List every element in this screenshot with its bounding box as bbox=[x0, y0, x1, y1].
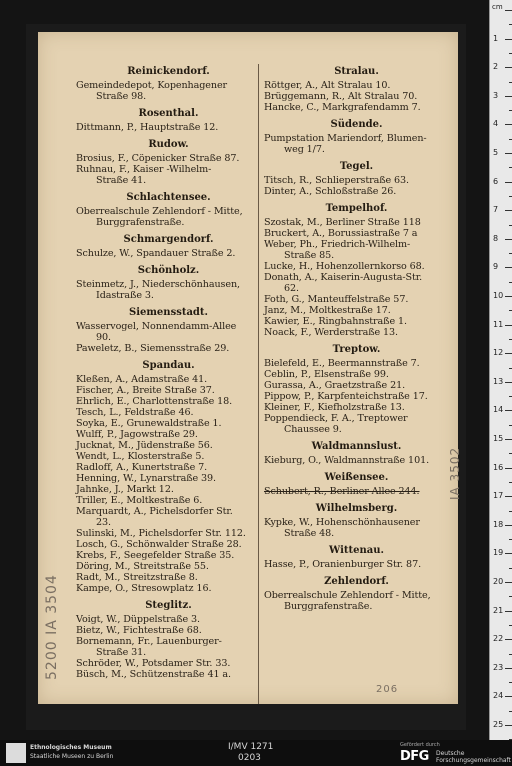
entry-line: Pumpstation Mariendorf, Blumen- bbox=[264, 133, 427, 144]
address-entry bbox=[76, 153, 261, 164]
ruler-tick bbox=[505, 582, 512, 583]
section-title: Schmargendorf. bbox=[123, 234, 214, 245]
ruler-number: 24 bbox=[493, 691, 504, 701]
address-entry bbox=[264, 380, 449, 391]
section-title: Stralau. bbox=[334, 66, 379, 77]
entry-continuation: Straße 98. bbox=[96, 91, 147, 102]
address-entry bbox=[264, 261, 449, 272]
funded-by-label: Gefördert durch bbox=[400, 742, 440, 748]
ruler-tick bbox=[505, 96, 512, 97]
ruler-number: 11 bbox=[493, 319, 504, 329]
entry-continuation: Straße 31. bbox=[96, 647, 147, 658]
dfg-name-line2: Forschungsgemeinschaft bbox=[436, 757, 511, 764]
entry-line: Fischer, A., Breite Straße 37. bbox=[76, 385, 215, 396]
dfg-name-line1: Deutsche bbox=[436, 750, 465, 757]
address-entry bbox=[76, 343, 261, 354]
section-title: Tegel. bbox=[339, 161, 374, 172]
ruler-number: 18 bbox=[493, 519, 504, 529]
entry-line: Paweletz, B., Siemensstraße 29. bbox=[76, 343, 230, 354]
scan-page-number: 0203 bbox=[238, 753, 261, 763]
section-title: Siemensstadt. bbox=[128, 307, 209, 318]
ruler-number: 2 bbox=[493, 62, 499, 72]
address-entry bbox=[264, 186, 449, 197]
entry-line: Henning, W., Lynarstraße 39. bbox=[76, 473, 217, 484]
ruler-number: 25 bbox=[493, 720, 504, 729]
ruler-number: 9 bbox=[493, 262, 499, 272]
address-entry bbox=[76, 374, 261, 385]
address-entry bbox=[264, 272, 449, 294]
address-entry bbox=[264, 294, 449, 305]
section-title: Reinickendorf. bbox=[127, 66, 210, 77]
address-entry bbox=[264, 559, 449, 570]
ruler-tick bbox=[505, 10, 512, 11]
entry-line: Oberrealschule Zehlendorf - Mitte, bbox=[76, 206, 243, 217]
section-title: Rosenthal. bbox=[138, 108, 199, 119]
ruler-number: 5 bbox=[493, 148, 499, 157]
entry-line: Titsch, R., Schlieperstraße 63. bbox=[264, 175, 409, 186]
ruler-tick bbox=[505, 267, 512, 268]
museum-logo-icon bbox=[6, 743, 26, 763]
address-entry bbox=[76, 528, 261, 539]
ruler-tick bbox=[505, 296, 512, 297]
entry-line: Bielefeld, E., Beermannstraße 7. bbox=[264, 358, 420, 369]
address-entry bbox=[76, 462, 261, 473]
entry-line: Marquardt, A., Pichelsdorfer Str. bbox=[76, 506, 233, 517]
entry-line: Döring, M., Streitstraße 55. bbox=[76, 561, 209, 572]
address-entry bbox=[264, 391, 449, 402]
entry-line: Hancke, C., Markgrafendamm 7. bbox=[264, 102, 421, 113]
ruler-number: 22 bbox=[493, 634, 504, 644]
address-entry bbox=[76, 396, 261, 407]
ruler-unit-label: cm bbox=[492, 3, 503, 11]
address-entry bbox=[264, 517, 449, 539]
address-entry bbox=[264, 413, 449, 435]
address-entry bbox=[76, 407, 261, 418]
address-entry bbox=[76, 385, 261, 396]
entry-line: Schubert, R., Berliner Allee 244. bbox=[264, 486, 420, 497]
address-entry bbox=[76, 669, 261, 680]
ruler-number: 10 bbox=[493, 291, 504, 300]
section-title: Weißensee. bbox=[324, 472, 389, 483]
section-title: Steglitz. bbox=[145, 600, 192, 611]
handwritten-margin-note-right: IA 3502 bbox=[448, 446, 462, 500]
entry-line: Noack, F., Werderstraße 13. bbox=[264, 327, 399, 338]
entry-line: Ehrlich, E., Charlottenstraße 18. bbox=[76, 396, 233, 407]
entry-continuation: Idastraße 3. bbox=[96, 290, 154, 301]
entry-line: Brüggemann, R., Alt Stralau 70. bbox=[264, 91, 418, 102]
entry-line: Hasse, P., Oranienburger Str. 87. bbox=[264, 559, 422, 570]
entry-continuation: Burggrafenstraße. bbox=[284, 601, 373, 612]
entry-line: Steinmetz, J., Niederschönhausen, bbox=[76, 279, 240, 290]
section-title: Waldmannslust. bbox=[311, 441, 402, 452]
ruler-number: 15 bbox=[493, 434, 504, 443]
entry-line: Kleßen, A., Adamstraße 41. bbox=[76, 374, 208, 385]
entry-line: Radt, M., Streitzstraße 8. bbox=[76, 572, 198, 583]
section-title: Schlachtensee. bbox=[126, 192, 211, 203]
address-entry bbox=[76, 636, 261, 658]
entry-line: Foth, G., Manteuffelstraße 57. bbox=[264, 294, 409, 305]
ruler-tick bbox=[505, 525, 512, 526]
address-entry bbox=[264, 327, 449, 338]
address-entry bbox=[76, 550, 261, 561]
measurement-ruler bbox=[489, 0, 512, 740]
address-entry bbox=[264, 91, 449, 102]
entry-line: Kampe, O., Stresowplatz 16. bbox=[76, 583, 212, 594]
entry-line: Bruckert, A., Borussiastraße 7 a bbox=[264, 228, 418, 239]
right-column bbox=[264, 66, 449, 612]
entry-line: Poppendieck, F. A., Treptower bbox=[264, 413, 408, 424]
ruler-tick bbox=[505, 325, 512, 326]
ruler-number: 7 bbox=[493, 205, 499, 215]
entry-line: Donath, A., Kaiserin-Augusta-Str. bbox=[264, 272, 423, 283]
entry-line: Brosius, F., Cöpenicker Straße 87. bbox=[76, 153, 240, 164]
address-entry bbox=[76, 614, 261, 625]
section-title: Schönholz. bbox=[137, 265, 200, 276]
entry-line: Kleiner, F., Kiefholzstraße 13. bbox=[264, 402, 405, 413]
entry-line: Soyka, E., Grunewaldstraße 1. bbox=[76, 418, 222, 429]
address-entry bbox=[264, 402, 449, 413]
section-title: Rudow. bbox=[148, 139, 189, 150]
ruler-tick bbox=[505, 382, 512, 383]
address-entry bbox=[76, 473, 261, 484]
address-entry bbox=[76, 539, 261, 550]
section-title: Wittenau. bbox=[329, 545, 384, 556]
entry-line: Voigt, W., Düppelstraße 3. bbox=[76, 614, 200, 625]
entry-line: Wendt, L., Klosterstraße 5. bbox=[76, 451, 205, 462]
museum-name: Ethnologisches Museum bbox=[30, 744, 112, 751]
address-entry bbox=[264, 358, 449, 369]
ruler-number: 20 bbox=[493, 577, 504, 586]
address-entry bbox=[76, 418, 261, 429]
section-title: Spandau. bbox=[142, 360, 195, 371]
entry-line: Jahnke, J., Markt 12. bbox=[76, 484, 174, 495]
address-entry bbox=[76, 625, 261, 636]
address-entry bbox=[264, 228, 449, 239]
left-column bbox=[76, 66, 261, 680]
address-entry bbox=[264, 239, 449, 261]
entry-line: Pippow, P., Karpfenteichstraße 17. bbox=[264, 391, 428, 402]
entry-line: Ruhnau, F., Kaiser -Wilhelm- bbox=[76, 164, 212, 175]
ruler-tick bbox=[505, 67, 512, 68]
section-title: Zehlendorf. bbox=[324, 576, 389, 587]
entry-line: Bornemann, Fr., Lauenburger- bbox=[76, 636, 222, 647]
ruler-number: 16 bbox=[493, 462, 504, 472]
address-entry bbox=[76, 321, 261, 343]
ruler-tick bbox=[505, 124, 512, 125]
ruler-tick bbox=[505, 468, 512, 469]
entry-line: Triller, E., Moltkestraße 6. bbox=[76, 495, 203, 506]
entry-line: Wasservogel, Nonnendamm-Allee bbox=[76, 321, 237, 332]
ruler-number: 1 bbox=[493, 33, 499, 43]
handwritten-margin-note-left: 5200 IA 3504 bbox=[44, 574, 60, 680]
entry-line: Lucke, H., Hohenzollernkorso 68. bbox=[264, 261, 425, 272]
entry-continuation: 90. bbox=[96, 332, 111, 343]
entry-continuation: 23. bbox=[96, 517, 111, 528]
entry-continuation: Chaussee 9. bbox=[284, 424, 342, 435]
address-entry bbox=[76, 206, 261, 228]
address-entry bbox=[76, 122, 261, 133]
entry-continuation: Straße 41. bbox=[96, 175, 147, 186]
address-entry bbox=[76, 440, 261, 451]
address-entry bbox=[264, 217, 449, 228]
ruler-number: 3 bbox=[493, 90, 499, 100]
ruler-tick bbox=[505, 39, 512, 40]
section-title: Tempelhof. bbox=[325, 203, 388, 214]
entry-line: Janz, M., Moltkestraße 17. bbox=[264, 305, 391, 316]
address-entry bbox=[76, 451, 261, 462]
handwritten-page-number: 206 bbox=[376, 684, 399, 695]
entry-line: Weber, Ph., Friedrich-Wilhelm- bbox=[264, 239, 411, 250]
section-title: Südende. bbox=[330, 119, 383, 130]
address-entry bbox=[76, 248, 261, 259]
ruler-tick bbox=[505, 725, 512, 726]
address-entry bbox=[76, 583, 261, 594]
address-entry bbox=[264, 80, 449, 91]
museum-subtitle: Staatliche Museen zu Berlin bbox=[30, 753, 114, 760]
ruler-number: 8 bbox=[493, 233, 499, 243]
entry-continuation: weg 1/7. bbox=[284, 144, 325, 155]
entry-continuation: 62. bbox=[284, 283, 299, 294]
dfg-logo-icon: DFG bbox=[400, 749, 429, 764]
entry-line: Röttger, A., Alt Stralau 10. bbox=[264, 80, 391, 91]
entry-line: Kawier, E., Ringbahnstraße 1. bbox=[264, 316, 407, 327]
ruler-tick bbox=[505, 611, 512, 612]
address-entry bbox=[76, 561, 261, 572]
entry-line: Oberrealschule Zehlendorf - Mitte, bbox=[264, 590, 431, 601]
ruler-number: 6 bbox=[493, 176, 499, 186]
ruler-tick bbox=[505, 496, 512, 497]
entry-line: Tesch, L., Feldstraße 46. bbox=[76, 407, 194, 418]
entry-line: Gemeindedepot, Kopenhagener bbox=[76, 80, 228, 91]
ruler-number: 23 bbox=[493, 662, 504, 672]
entry-line: Ceblin, P., Elsenstraße 99. bbox=[264, 369, 389, 380]
entry-line: Schröder, W., Potsdamer Str. 33. bbox=[76, 658, 231, 669]
footer-bar bbox=[0, 740, 512, 766]
ruler-tick bbox=[505, 439, 512, 440]
ruler-tick bbox=[505, 210, 512, 211]
entry-line: Dittmann, P., Hauptstraße 12. bbox=[76, 122, 219, 133]
address-entry bbox=[76, 429, 261, 440]
address-entry bbox=[76, 506, 261, 528]
entry-line: Büsch, M., Schützenstraße 41 a. bbox=[76, 669, 231, 680]
address-entry bbox=[76, 572, 261, 583]
address-entry bbox=[76, 164, 261, 186]
ruler-tick bbox=[505, 182, 512, 183]
entry-continuation: Burggrafenstraße. bbox=[96, 217, 185, 228]
section-title: Wilhelmsberg. bbox=[315, 503, 398, 514]
address-entry bbox=[76, 484, 261, 495]
entry-line: Schulze, W., Spandauer Straße 2. bbox=[76, 248, 236, 259]
address-entry bbox=[76, 495, 261, 506]
ruler-tick bbox=[505, 410, 512, 411]
address-entry bbox=[264, 102, 449, 113]
ruler-tick bbox=[505, 639, 512, 640]
address-entry bbox=[264, 175, 449, 186]
entry-continuation: Straße 85. bbox=[284, 250, 335, 261]
entry-line: Radloff, A., Kunertstraße 7. bbox=[76, 462, 208, 473]
entry-line: Szostak, M., Berliner Straße 118 bbox=[264, 217, 421, 228]
entry-line: Bietz, W., Fichtestraße 68. bbox=[76, 625, 202, 636]
entry-line: Wulff, P., Jagowstraße 29. bbox=[76, 429, 198, 440]
entry-line: Kieburg, O., Waldmannstraße 101. bbox=[264, 455, 430, 466]
ruler-tick bbox=[505, 668, 512, 669]
ruler-number: 17 bbox=[493, 491, 504, 501]
ruler-number: 21 bbox=[493, 605, 504, 615]
ruler-tick bbox=[505, 153, 512, 154]
entry-continuation: Straße 48. bbox=[284, 528, 335, 539]
entry-line: Kypke, W., Hohenschönhausener bbox=[264, 517, 420, 528]
address-entry bbox=[264, 455, 449, 466]
address-entry bbox=[264, 133, 449, 155]
address-entry bbox=[264, 590, 449, 612]
address-entry bbox=[264, 486, 449, 497]
ruler-number: 4 bbox=[493, 119, 499, 129]
section-title: Treptow. bbox=[332, 344, 381, 355]
ruler-number: 14 bbox=[493, 405, 504, 415]
entry-line: Krebs, F., Seegefelder Straße 35. bbox=[76, 550, 235, 561]
entry-line: Losch, G., Schönwalder Straße 28. bbox=[76, 539, 242, 550]
ruler-number: 19 bbox=[493, 548, 504, 558]
address-entry bbox=[76, 658, 261, 669]
ruler-number: 13 bbox=[493, 376, 504, 386]
ruler-tick bbox=[505, 696, 512, 697]
entry-line: Gurassa, A., Graetzstraße 21. bbox=[264, 380, 406, 391]
address-entry bbox=[264, 316, 449, 327]
address-entry bbox=[76, 279, 261, 301]
entry-line: Sulinski, M., Pichelsdorfer Str. 112. bbox=[76, 528, 246, 539]
ruler-tick bbox=[505, 553, 512, 554]
ruler-tick bbox=[505, 353, 512, 354]
object-signature: I/MV 1271 bbox=[228, 742, 274, 752]
entry-line: Jucknat, M., Jüdenstraße 56. bbox=[76, 440, 213, 451]
address-entry bbox=[264, 305, 449, 316]
address-entry bbox=[264, 369, 449, 380]
entry-line: Dinter, A., Schloßstraße 26. bbox=[264, 186, 397, 197]
ruler-number: 12 bbox=[493, 348, 504, 358]
address-entry bbox=[76, 80, 261, 102]
ruler-tick bbox=[505, 239, 512, 240]
